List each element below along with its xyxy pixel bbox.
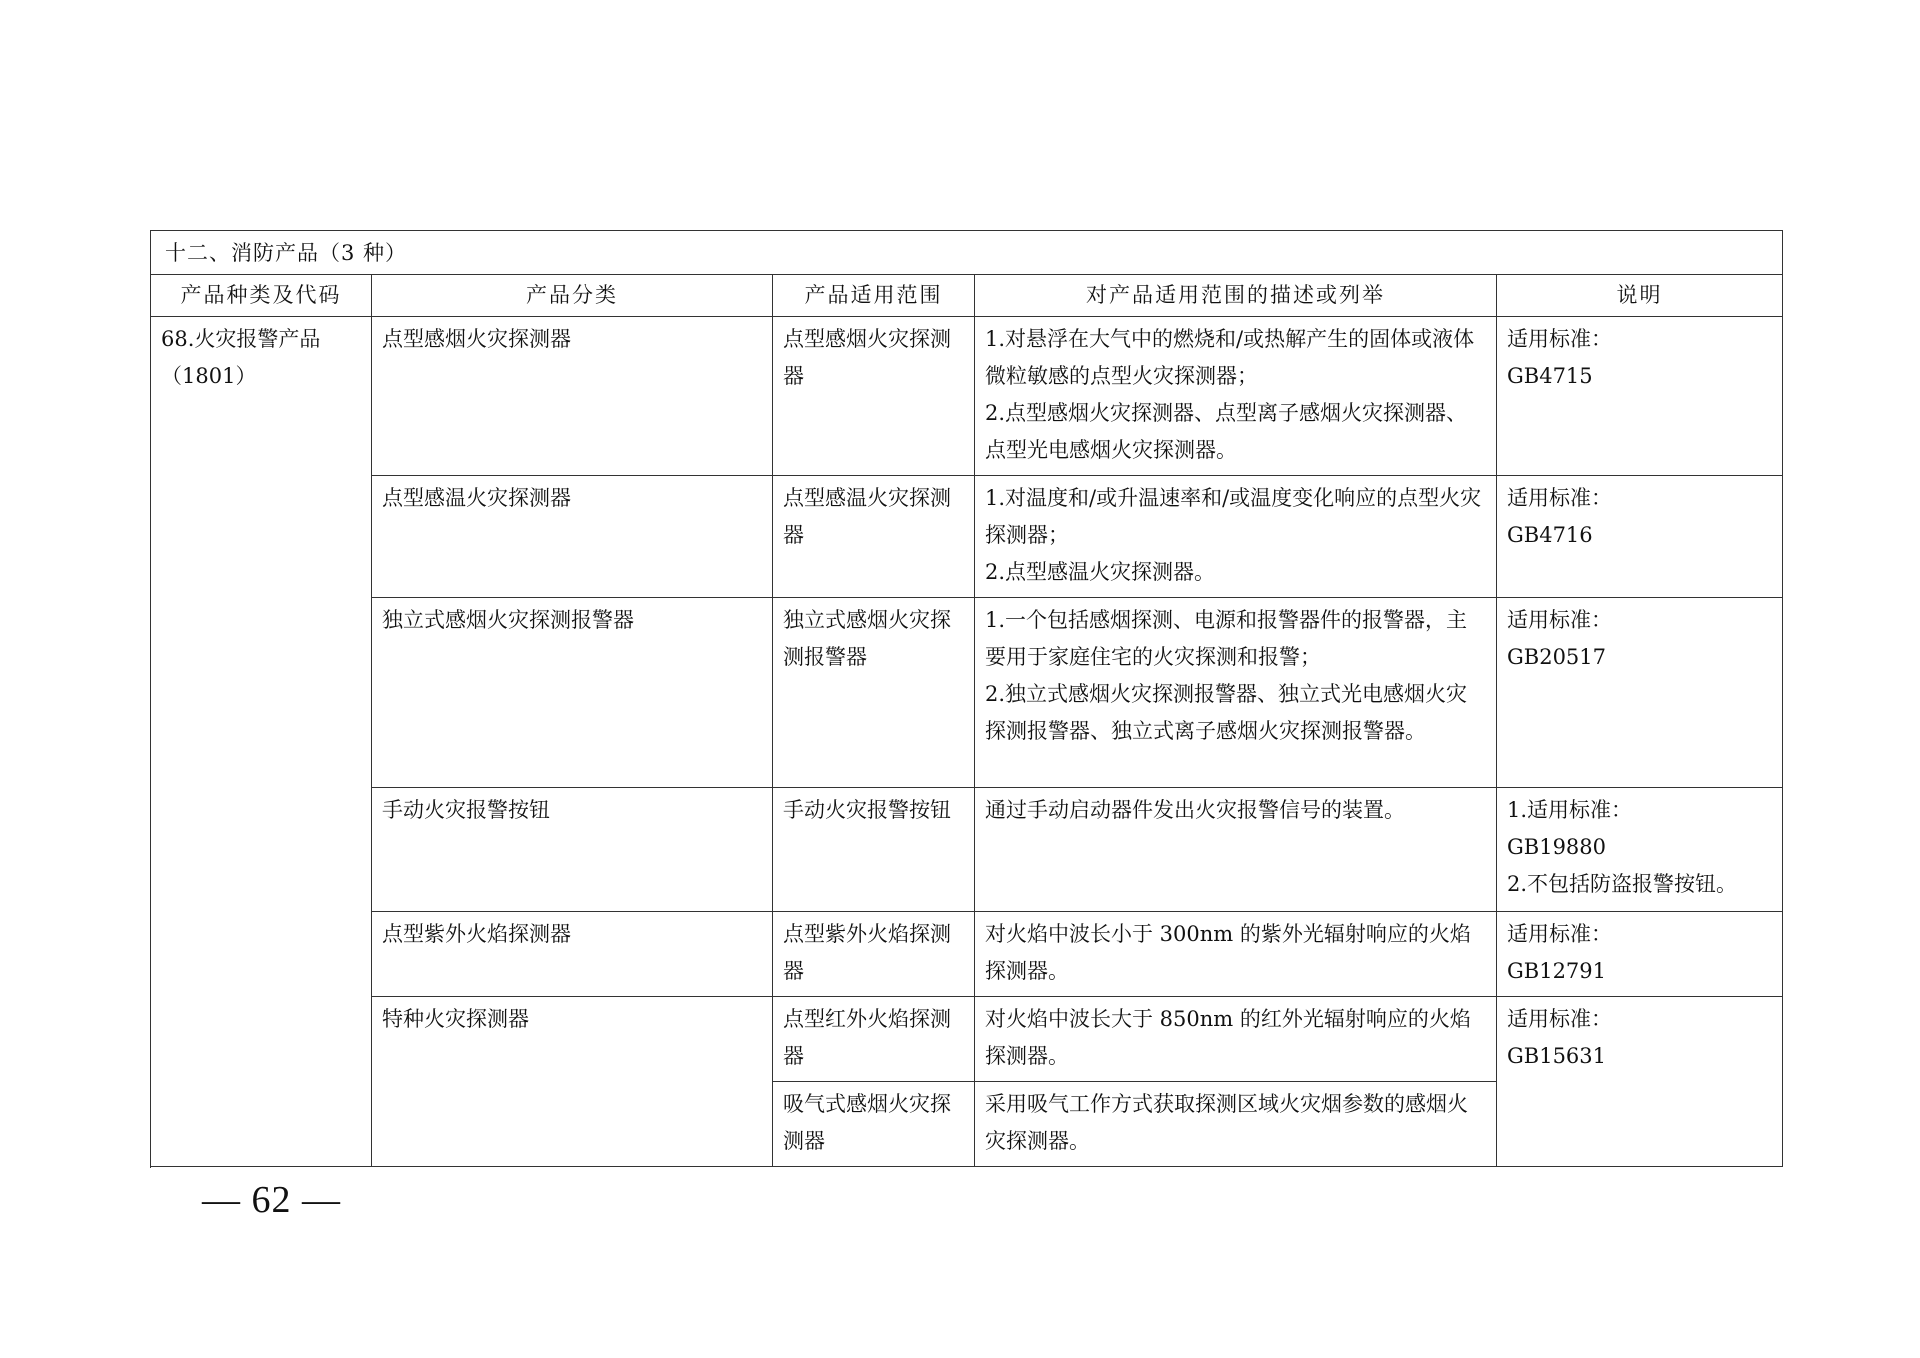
category-name: 68.火灾报警产品 — [161, 327, 321, 351]
classification-cell: 点型感烟火灾探测器 — [372, 317, 773, 476]
page-number: — 62 — — [202, 1179, 341, 1221]
scope-cell: 点型感烟火灾探测器 — [773, 317, 975, 476]
note-line: 2.不包括防盗报警按钮。 — [1507, 872, 1738, 896]
description-cell — [975, 997, 1497, 1082]
classification-cell: 特种火灾探测器 — [372, 997, 773, 1167]
description-cell — [975, 788, 1497, 912]
note-line: 适用标准： — [1507, 922, 1612, 946]
scope-cell: 手动火灾报警按钮 — [773, 788, 975, 912]
description-line: 2.点型感烟火灾探测器、点型离子感烟火灾探测器、点型光电感烟火灾探测器。 — [985, 401, 1468, 462]
note-line: 适用标准： — [1507, 1007, 1612, 1031]
scope-cell: 吸气式感烟火灾探测器 — [773, 1082, 975, 1167]
note-cell — [1497, 997, 1783, 1167]
description-cell — [975, 912, 1497, 997]
description-line: 通过手动启动器件发出火灾报警信号的装置。 — [985, 798, 1405, 822]
note-line: GB15631 — [1507, 1044, 1607, 1068]
note-line: GB4716 — [1507, 523, 1593, 547]
description-cell — [975, 598, 1497, 788]
product-table — [150, 230, 1783, 1167]
description-line: 2.点型感温火灾探测器。 — [985, 560, 1216, 584]
description-line: 1.一个包括感烟探测、电源和报警器件的报警器，主要用于家庭住宅的火灾探测和报警； — [985, 608, 1468, 669]
header-description: 对产品适用范围的描述或列举 — [975, 275, 1497, 317]
classification-cell: 点型紫外火焰探测器 — [372, 912, 773, 997]
header-row — [151, 275, 1783, 317]
category-code: （1801） — [161, 364, 257, 388]
header-scope: 产品适用范围 — [773, 275, 975, 317]
note-cell — [1497, 598, 1783, 788]
note-cell — [1497, 912, 1783, 997]
scope-cell: 独立式感烟火灾探测报警器 — [773, 598, 975, 788]
section-title: 十二、消防产品（3 种） — [151, 231, 1783, 275]
note-line: 适用标准： — [1507, 486, 1612, 510]
description-line: 采用吸气工作方式获取探测区域火灾烟参数的感烟火灾探测器。 — [985, 1092, 1468, 1153]
table-row — [151, 317, 1783, 476]
description-line: 对火焰中波长小于 300nm 的紫外光辐射响应的火焰探测器。 — [985, 922, 1471, 983]
table-row — [151, 598, 1783, 788]
table-row — [151, 788, 1783, 912]
note-cell — [1497, 317, 1783, 476]
table-row — [151, 476, 1783, 598]
note-line: 适用标准： — [1507, 608, 1612, 632]
table-row — [151, 912, 1783, 997]
scope-cell: 点型紫外火焰探测器 — [773, 912, 975, 997]
description-cell — [975, 317, 1497, 476]
note-line: GB20517 — [1507, 645, 1607, 669]
description-cell — [975, 476, 1497, 598]
description-line: 1.对温度和/或升温速率和/或温度变化响应的点型火灾探测器； — [985, 486, 1482, 547]
note-line: 1.适用标准： — [1507, 798, 1633, 822]
note-cell — [1497, 788, 1783, 912]
header-category-code: 产品种类及代码 — [151, 275, 372, 317]
note-line: GB12791 — [1507, 959, 1607, 983]
table-row — [151, 997, 1783, 1082]
classification-cell: 独立式感烟火灾探测报警器 — [372, 598, 773, 788]
classification-cell: 点型感温火灾探测器 — [372, 476, 773, 598]
header-note: 说明 — [1497, 275, 1783, 317]
description-line: 1.对悬浮在大气中的燃烧和/或热解产生的固体或液体微粒敏感的点型火灾探测器； — [985, 327, 1475, 388]
description-line: 2.独立式感烟火灾探测报警器、独立式光电感烟火灾探测报警器、独立式离子感烟火灾探测报警器。 — [985, 682, 1468, 743]
category-cell — [151, 317, 372, 1167]
scope-cell: 点型感温火灾探测器 — [773, 476, 975, 598]
note-line: GB4715 — [1507, 364, 1593, 388]
scope-cell: 点型红外火焰探测器 — [773, 997, 975, 1082]
description-cell — [975, 1082, 1497, 1167]
note-cell — [1497, 476, 1783, 598]
note-line: 适用标准： — [1507, 327, 1612, 351]
note-line: GB19880 — [1507, 835, 1607, 859]
header-classification: 产品分类 — [372, 275, 773, 317]
classification-cell: 手动火灾报警按钮 — [372, 788, 773, 912]
description-line: 对火焰中波长大于 850nm 的红外光辐射响应的火焰探测器。 — [985, 1007, 1471, 1068]
section-row — [151, 231, 1783, 275]
